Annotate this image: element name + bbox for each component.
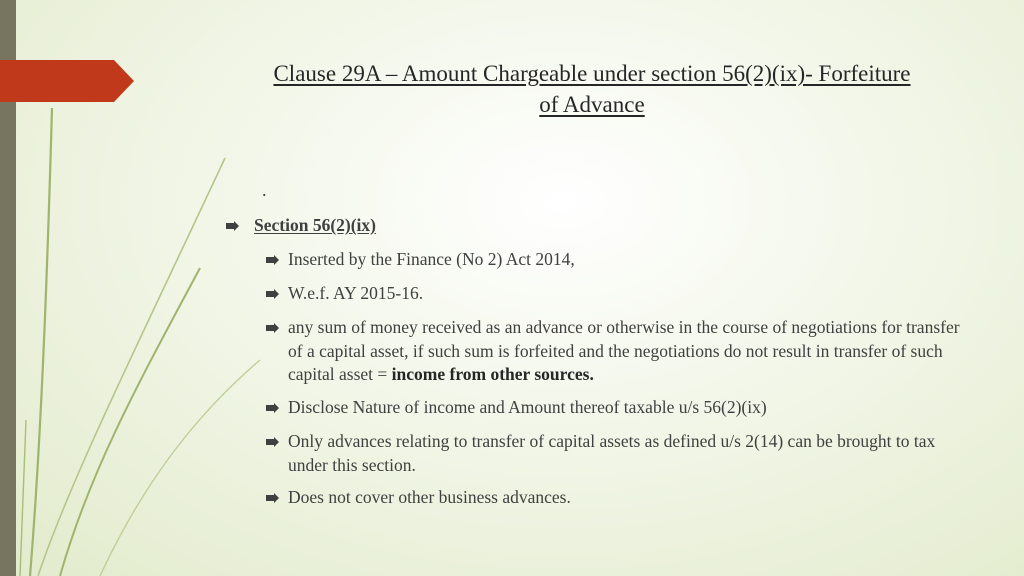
point-2 (266, 282, 966, 306)
point-emphasis: income from other sources. (391, 364, 594, 384)
arrow-bullet-icon (266, 403, 279, 413)
slide-title (222, 58, 962, 120)
title-line-1: Clause 29A – Amount Chargeable under section 56(2)(ix)- Forfeiture (273, 61, 911, 86)
title-line-2: of Advance (539, 92, 645, 117)
arrow-bullet-icon (266, 323, 279, 333)
point-text: Does not cover other business advances. (288, 487, 571, 507)
point-3 (266, 316, 966, 387)
point-text: Only advances relating to transfer of capital assets as defined u/s 2(14) can be brought to tax under this section. (288, 431, 936, 475)
point-4 (266, 396, 966, 420)
point-text: Inserted by the Finance (No 2) Act 2014, (288, 249, 575, 269)
arrow-bullet-icon (266, 437, 279, 447)
point-text: W.e.f. AY 2015-16. (288, 283, 424, 303)
point-6 (266, 486, 966, 510)
point-5 (266, 430, 966, 477)
arrow-bullet-icon (266, 493, 279, 503)
point-text-wrapper (288, 316, 966, 387)
point-1 (266, 248, 966, 272)
point-text: Disclose Nature of income and Amount thereof taxable u/s 56(2)(ix) (288, 397, 767, 417)
point-text: any sum of money received as an advance or otherwise in the course of negotiations for transfer of a capital asset, if such sum is forfeited and the negotiations do not result in transfer of such capital asset = (288, 317, 960, 384)
title-accent-tab (0, 60, 134, 102)
section-heading: Section 56(2)(ix) (254, 215, 376, 235)
section-bullet (226, 214, 376, 238)
arrow-bullet-icon (266, 289, 279, 299)
arrow-bullet-icon (266, 255, 279, 265)
arrow-bullet-icon (226, 221, 239, 231)
stray-dot: . (262, 180, 267, 200)
